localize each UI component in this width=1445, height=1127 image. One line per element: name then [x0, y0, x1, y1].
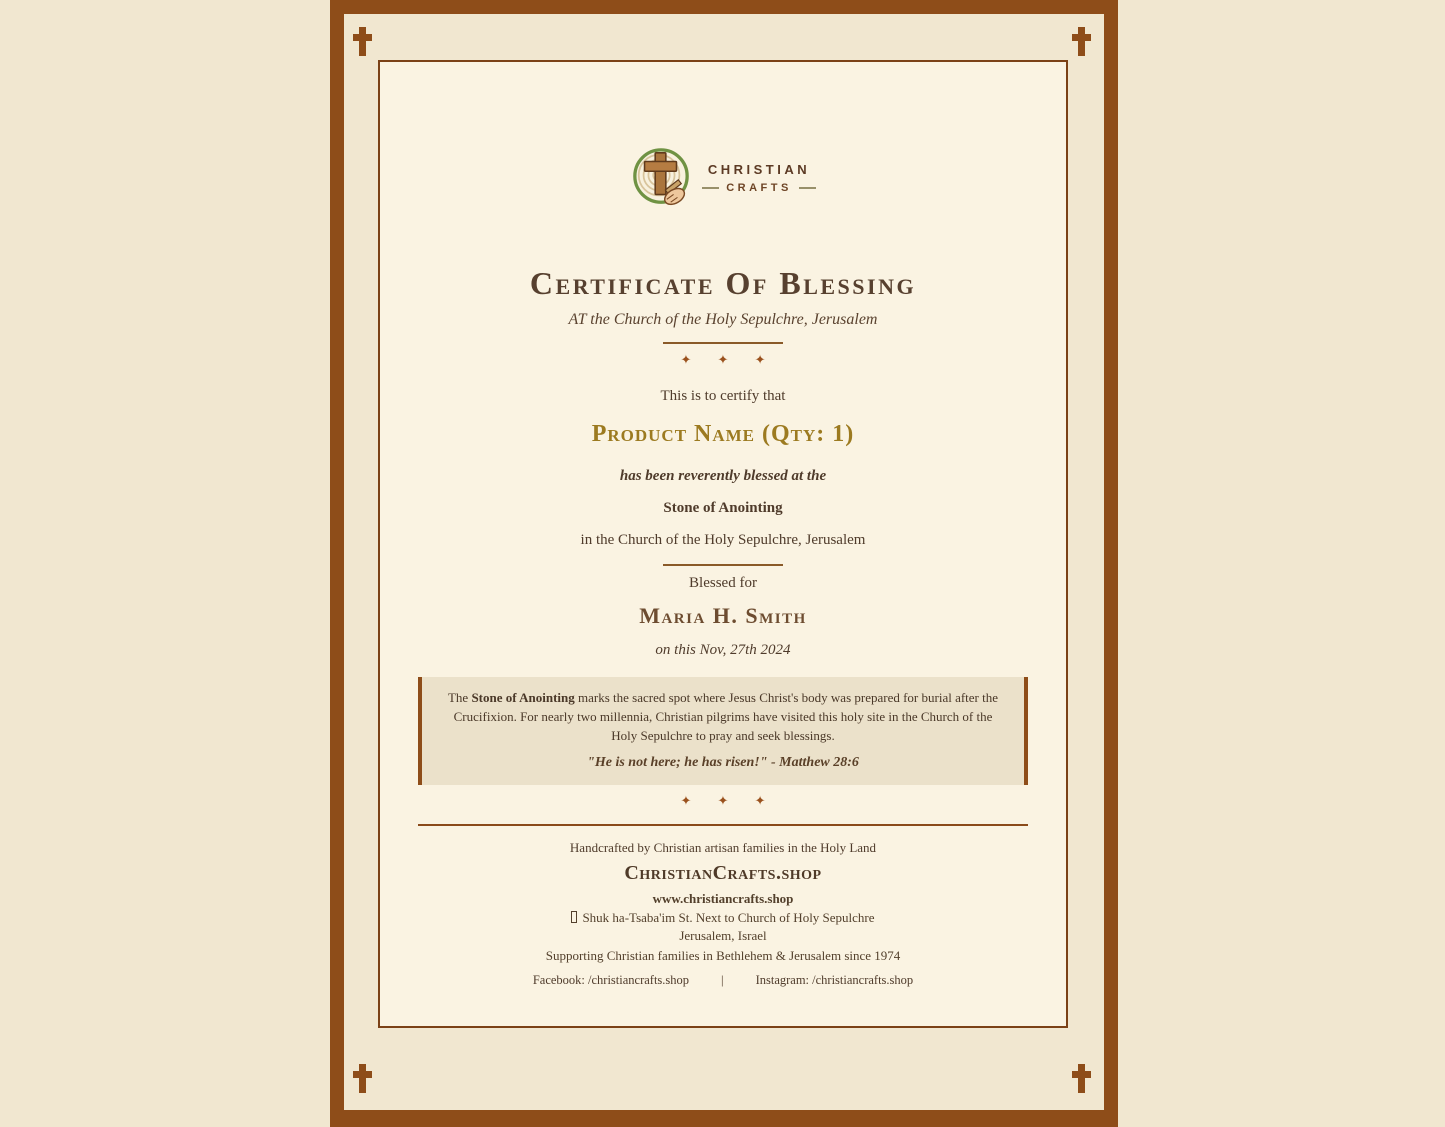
address-line-2: Jerusalem, Israel	[679, 928, 767, 944]
product-name: Product Name (Qty: 1)	[591, 421, 855, 448]
instagram-handle: Instagram: /christiancrafts.shop	[755, 973, 914, 988]
certificate-subtitle: AT the Church of the Holy Sepulchre, Jerusalem	[568, 311, 878, 329]
supporting-line: Supporting Christian families in Bethlehem & Jerusalem since 1974	[545, 948, 901, 964]
cross-icon	[1072, 1064, 1091, 1093]
diamond-ornament: ✦ ✦ ✦	[680, 353, 777, 369]
info-paragraph	[442, 689, 1004, 746]
logo-brand-top: CHRISTIAN	[707, 162, 811, 177]
address-line-1	[571, 910, 874, 925]
cross-icon	[353, 27, 372, 56]
logo-brand-bottom-row	[702, 182, 816, 194]
logo-brand-bottom: CRAFTS	[726, 182, 792, 194]
place-name: Stone of Anointing	[663, 500, 783, 517]
cross-woodcarving-emblem-icon	[630, 146, 692, 210]
church-line: in the Church of the Holy Sepulchre, Jerusalem	[580, 532, 866, 549]
divider-line	[663, 342, 783, 344]
cross-icon	[1072, 27, 1091, 56]
diamond-ornament: ✦ ✦ ✦	[680, 793, 777, 809]
dash-ornament	[702, 187, 719, 189]
missing-glyph-icon	[571, 911, 577, 923]
facebook-handle: Facebook: /christiancrafts.shop	[532, 973, 690, 988]
info-text-start: The	[447, 690, 472, 706]
logo-wordmark	[702, 162, 816, 194]
address-text: Shuk ha-Tsaba'im St. Next to Church of Holy Sepulchre	[582, 909, 875, 925]
bible-verse: "He is not here; he has risen!" - Matthew 28:6	[587, 754, 859, 770]
social-links-row	[533, 973, 913, 988]
recipient-name: Maria H. Smith	[639, 602, 807, 628]
blessed-at-line: has been reverently blessed at the	[619, 467, 827, 484]
info-box	[418, 677, 1028, 785]
divider-line	[663, 564, 783, 566]
certificate-title: Certificate Of Blessing	[529, 265, 917, 301]
website-url: www.christiancrafts.shop	[652, 890, 794, 906]
certificate-panel	[378, 60, 1068, 1028]
info-text-bold-term: Stone of Anointing	[471, 690, 575, 706]
dash-ornament	[799, 187, 816, 189]
blessing-date: on this Nov, 27th 2024	[655, 642, 791, 659]
certify-line: This is to certify that	[660, 388, 786, 405]
brand-name: ChristianCrafts.shop	[624, 861, 822, 884]
blessed-for-label: Blessed for	[689, 574, 757, 591]
cross-icon	[353, 1064, 372, 1093]
christian-crafts-logo	[630, 146, 816, 210]
info-text-rest: marks the sacred spot where Jesus Christ's body was prepared for burial after the Crucifixion. For nearly two millennia, Christian pilgrims have visited this holy site in the Church of the Holy Sepulchre to pray and seek blessings.	[453, 690, 999, 743]
footer-divider-line	[418, 824, 1028, 826]
separator-pipe: |	[721, 973, 724, 988]
handcrafted-line: Handcrafted by Christian artisan families in the Holy Land	[569, 839, 877, 855]
